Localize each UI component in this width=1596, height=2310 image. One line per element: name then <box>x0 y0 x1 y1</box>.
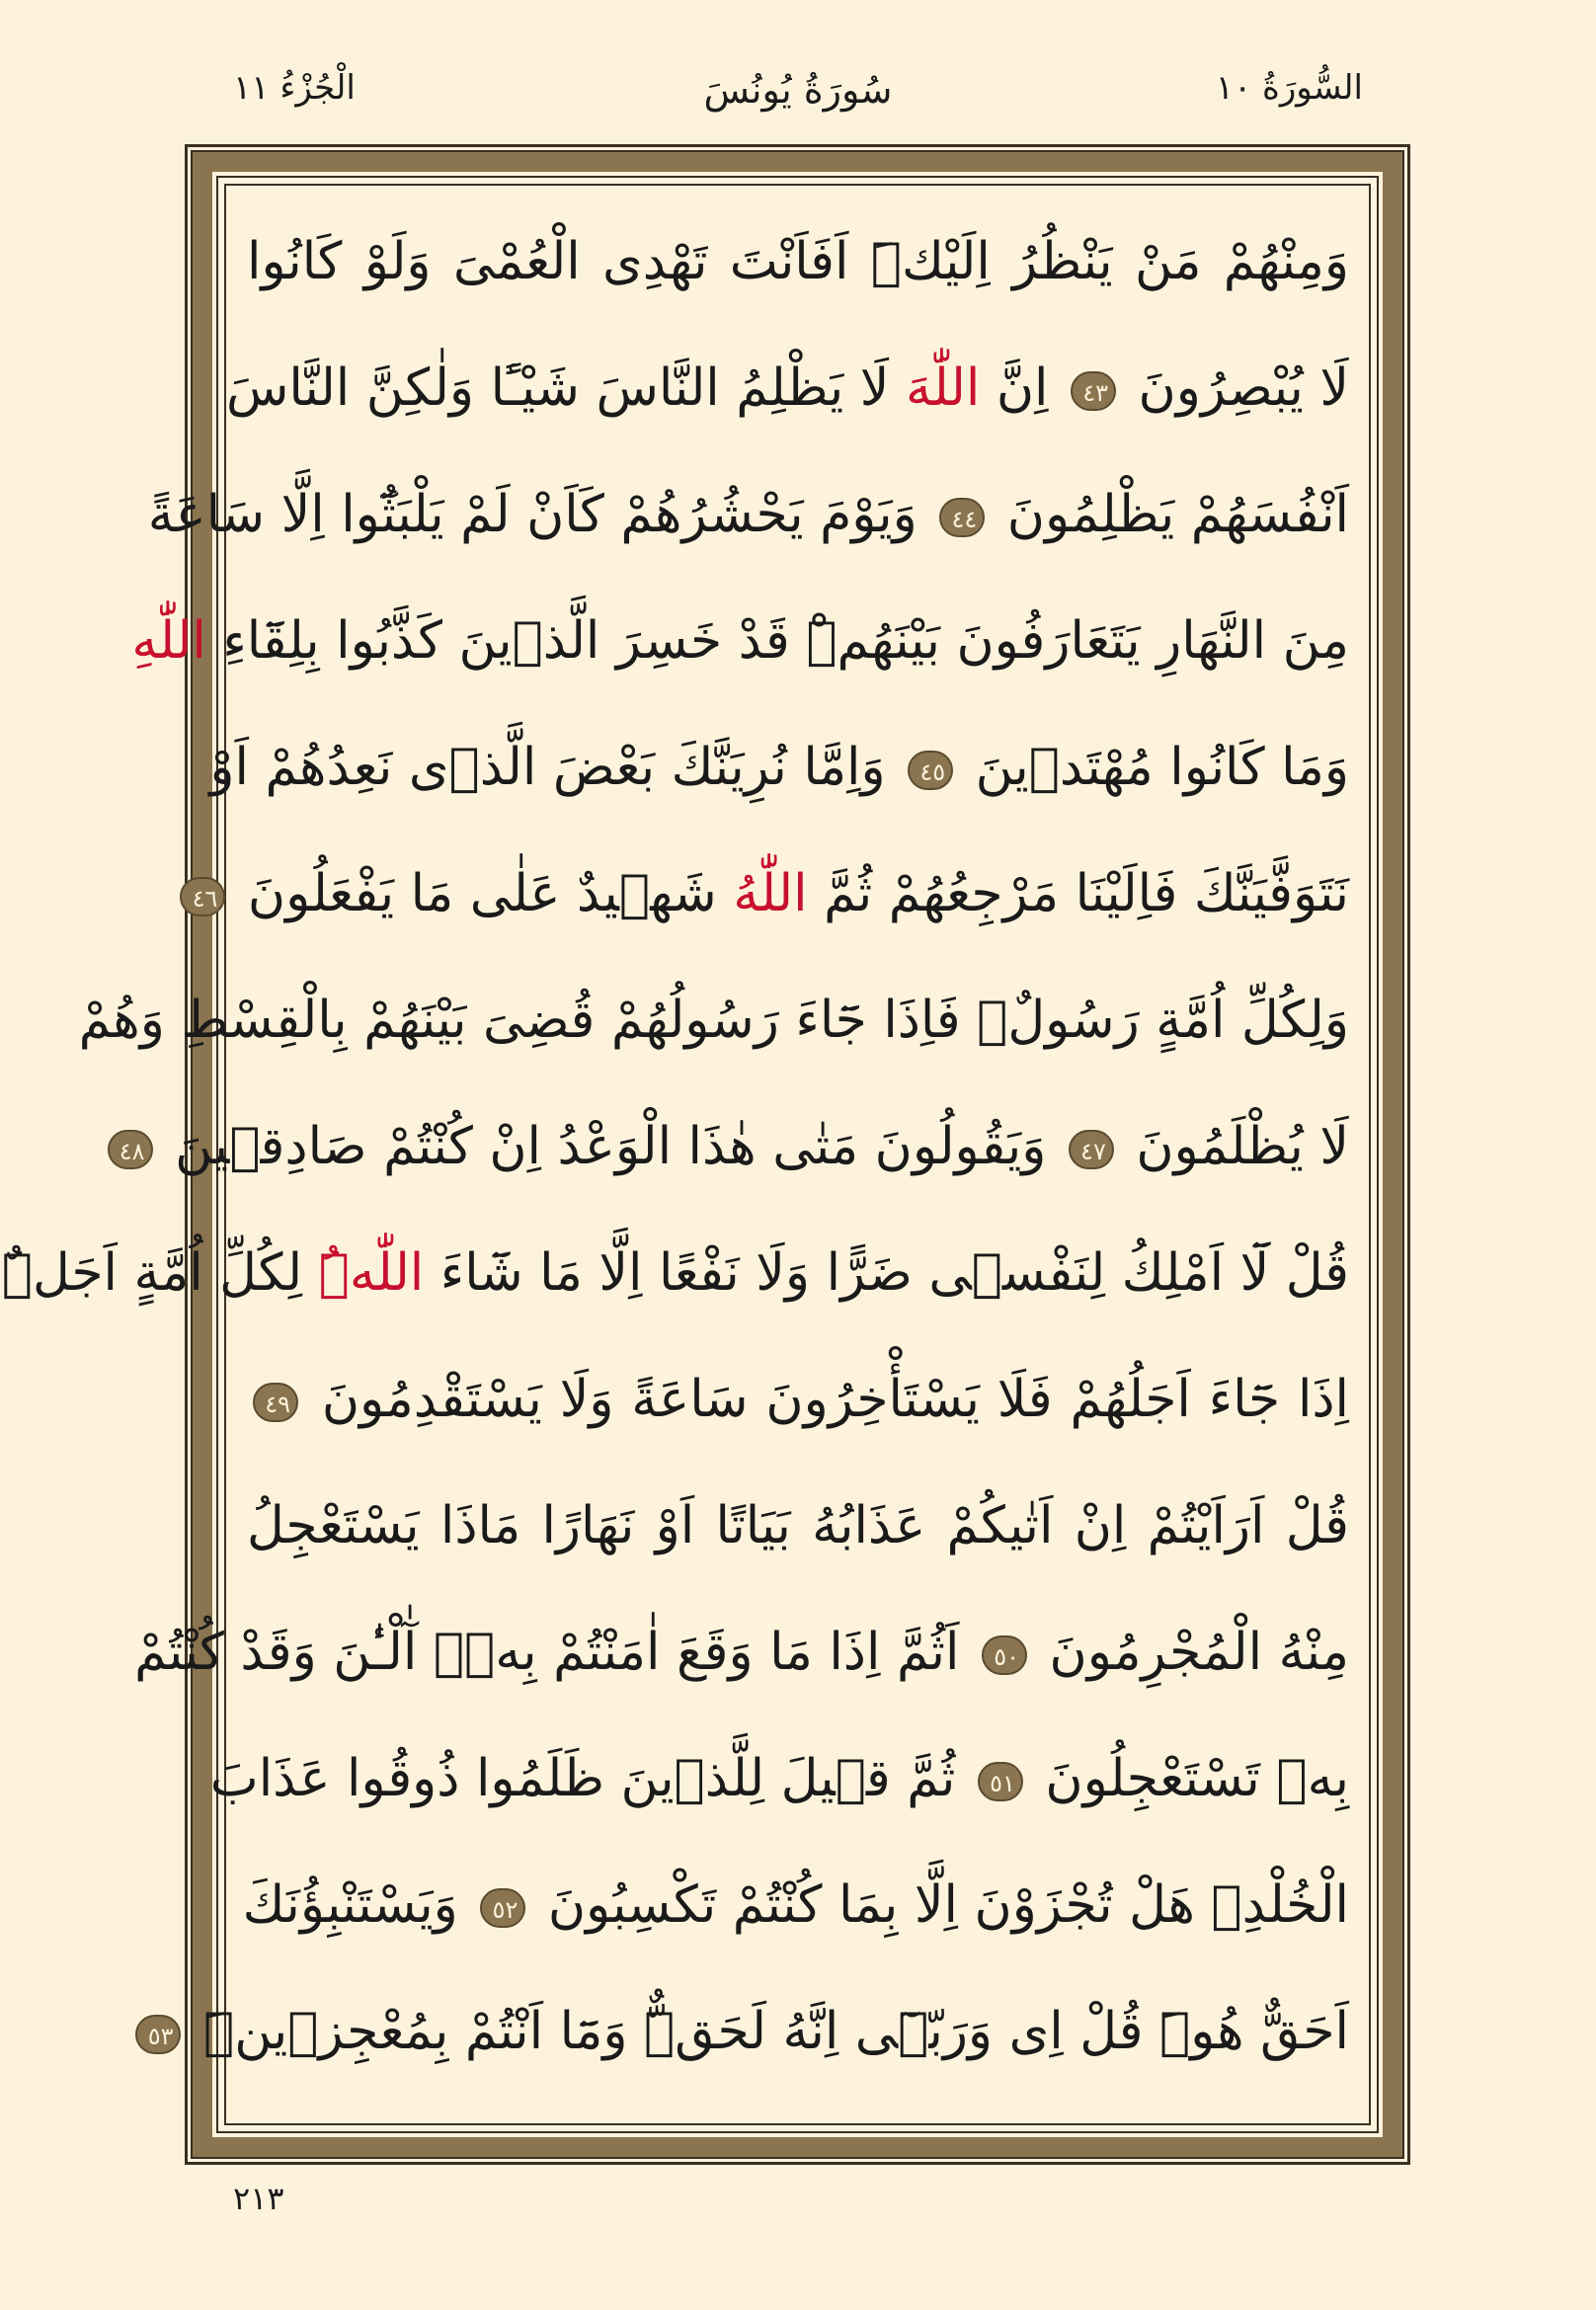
quran-line <box>131 587 1349 695</box>
verse-text: وَمَا كَانُوا مُهْتَد۪ينَ <box>959 738 1349 797</box>
verse-text: وَلِكُلِّ اُمَّةٍ رَسُولٌۚ فَاِذَا جَٓاءَ رَسُولُهُمْ قُضِىَ بَيْنَهُمْ بِالْقِسْطِ وَهُمْ <box>78 991 1349 1050</box>
divine-name-text: اللّٰهِ <box>131 611 206 671</box>
quran-line <box>119 1092 1349 1201</box>
quran-line <box>247 207 1349 316</box>
verse-text: اِنَّ <box>980 358 1066 418</box>
verse-number-marker: ٤٣ <box>1071 371 1116 411</box>
page-number: ٢١٣ <box>233 2180 284 2217</box>
verse-number-marker: ٤٨ <box>108 1130 153 1169</box>
header-surah-title: سُورَةُ يُونُسَ <box>703 68 893 112</box>
quran-line <box>147 1977 1349 2086</box>
verse-text: اَثُمَّ اِذَا مَا وَقَعَ اٰمَنْتُمْ بِه۪ۜ آٰلْـٰٔنَ وَقَدْ كُنْتُمْ <box>134 1623 976 1682</box>
quran-line <box>147 460 1349 569</box>
verse-text: قُلْ لَٓا اَمْلِكُ لِنَفْس۪ى ضَرًّا وَلَا نَفْعًا اِلَّا مَا شَٓاءَ <box>424 1243 1349 1303</box>
verse-text: وَاِمَّا نُرِيَنَّكَ بَعْضَ الَّذ۪ى نَعِدُهُمْ اَوْ <box>209 738 903 797</box>
quran-text-area <box>1 207 1349 2104</box>
divine-name-text: اللّٰهُ <box>733 864 808 923</box>
verse-text: لَا يَظْلِمُ النَّاسَ شَيْـًٔا وَلٰكِنَّ النَّاسَ <box>225 358 906 418</box>
verse-text: لَا يُبْصِرُونَ <box>1122 358 1349 418</box>
verse-text: مِنْهُ الْمُجْرِمُونَ <box>1033 1623 1349 1682</box>
quran-line <box>247 1345 1349 1454</box>
verse-text: الْخُلْدِۚ هَلْ تُجْزَوْنَ اِلَّا بِمَا كُنْتُمْ تَكْسِبُونَ <box>531 1875 1349 1935</box>
verse-text: لِكُلِّ اُمَّةٍ اَجَلٌۜ <box>1 1243 319 1303</box>
divine-name-text: اللّٰهَ <box>905 358 981 418</box>
verse-number-marker: ٥١ <box>978 1762 1023 1801</box>
verse-text: مِنَ النَّهَارِ يَتَعَارَفُونَ بَيْنَهُمْۜ قَدْ خَسِرَ الَّذ۪ينَ كَذَّبُوا بِلِقَٓاءِ <box>205 611 1349 671</box>
verse-text: وَيَوْمَ يَحْشُرُهُمْ كَاَنْ لَمْ يَلْبَثُٓوا اِلَّا سَاعَةً <box>147 485 934 544</box>
verse-number-marker: ٥٢ <box>480 1888 525 1928</box>
verse-text: وَيَسْتَنْبِؤُنَكَ <box>242 1875 475 1935</box>
verse-text: شَه۪يدٌ عَلٰى مَا يَفْعَلُونَ <box>231 864 734 923</box>
verse-text: وَمِنْهُمْ مَنْ يَنْظُرُ اِلَيْكَۜ اَفَاَنْتَ تَهْدِى الْعُمْىَ وَلَوْ كَانُوا <box>247 232 1349 291</box>
verse-number-marker: ٤٩ <box>253 1383 298 1422</box>
quran-line <box>242 1851 1349 1959</box>
verse-number-marker: ٤٦ <box>180 877 225 916</box>
quran-line <box>209 713 1349 822</box>
quran-line <box>78 966 1349 1075</box>
verse-text: وَيَقُولُونَ مَتٰى هٰذَا الْوَعْدُ اِنْ كُنْتُمْ صَادِق۪ينَ <box>158 1117 1063 1176</box>
quran-line <box>1 1219 1349 1327</box>
header-juz: الْجُزْءُ ١١ <box>233 68 356 108</box>
verse-number-marker: ٥٠ <box>982 1635 1027 1675</box>
quran-line <box>192 839 1349 948</box>
quran-line <box>225 334 1349 442</box>
verse-text: اَنْفُسَهُمْ يَظْلِمُونَ <box>991 485 1349 544</box>
quran-line <box>209 1724 1349 1833</box>
verse-text: بِه۪ تَسْتَعْجِلُونَ <box>1028 1749 1349 1808</box>
header-surah-number: السُّورَةُ ١٠ <box>1215 68 1363 108</box>
verse-number-marker: ٥٣ <box>135 2015 181 2054</box>
verse-text: اَحَقٌّ هُوَۜ قُلْ اِى وَرَبّ۪ٓى اِنَّهُ لَحَقٌّۜ وَمَٓا اَنْتُمْ بِمُعْجِز۪ينَۜ <box>187 2002 1349 2061</box>
verse-number-marker: ٤٤ <box>939 498 985 537</box>
divine-name-text: اللّٰهُۜ <box>318 1243 425 1303</box>
verse-text: ثُمَّ ق۪يلَ لِلَّذ۪ينَ ظَلَمُوا ذُوقُوا عَذَابَ <box>209 1749 972 1808</box>
quran-line <box>134 1598 1349 1707</box>
verse-text: اِذَا جَٓاءَ اَجَلُهُمْ فَلَا يَسْتَأْخِرُونَ سَاعَةً وَلَا يَسْتَقْدِمُونَ <box>304 1370 1349 1429</box>
quran-line <box>247 1472 1349 1580</box>
verse-number-marker: ٤٧ <box>1069 1130 1114 1169</box>
verse-number-marker: ٤٥ <box>908 751 953 790</box>
verse-text: لَا يُظْلَمُونَ <box>1119 1117 1349 1176</box>
verse-text: قُلْ اَرَاَيْتُمْ اِنْ اَتٰيكُمْ عَذَابُهُ بَيَاتًا اَوْ نَهَارًا مَاذَا يَسْتَعْجِلُ <box>247 1496 1349 1555</box>
verse-text: نَتَوَفَّيَنَّكَ فَاِلَيْنَا مَرْجِعُهُمْ ثُمَّ <box>807 864 1349 923</box>
